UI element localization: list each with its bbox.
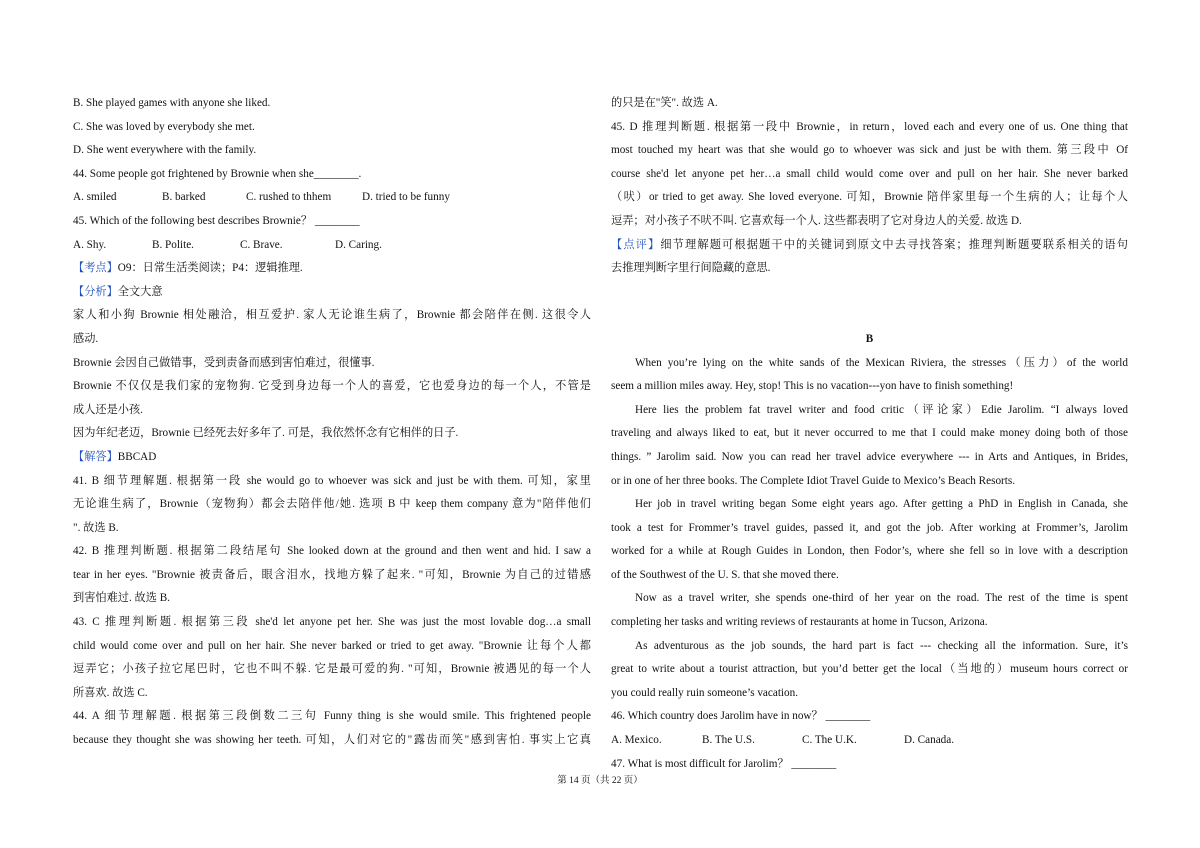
text-line [611,493,1128,517]
answer-option: D. tried to be funny [362,191,450,204]
text-line [73,658,591,682]
text-line [611,210,1128,234]
line-text: child would come over and pull on her hair. She never barked or tried to get away. "Brownie 让每个人都 [73,639,591,652]
text-line [611,658,1128,682]
text-line [611,92,1128,116]
line-text: most touched my heart was that she would go to whoever was sick and just be with them. 第三段中 Of [611,144,1128,157]
line-text: 42. B 推理判断题. 根据第二段结尾句 She looked down at the ground and then went and hid. I saw a [73,545,591,558]
text-line [73,470,591,494]
line-text: seem a million miles away. Hey, stop! This is no vacation---yon have to finish something! [611,380,1014,393]
line-text: things. ” Jarolim said. Now you can read her travel advice everywhere --- in Arts and Antiques, in Brides, [611,450,1128,463]
line-text: of the Southwest of the U. S. that she moved there. [611,568,839,581]
line-text: 44. A 细节理解题. 根据第三段倒数二三句 Funny thing is she would smile. This frightened people [73,710,591,723]
line-text: 逗弄；对小孩子不吠不叫. 它喜欢每一个人. 这些都表明了它对身边人的关爱. 故选 D. [611,214,1022,227]
text-line [611,281,1128,305]
text-line [73,682,591,706]
line-text: 46. Which country does Jarolim have in now？ ________ [611,710,871,723]
line-text: ". 故选 B. [73,521,119,534]
line-text: When you’re lying on the white sands of the Mexican Riviera, the stresses（压力）of the world [635,356,1128,369]
section-heading: B [865,332,874,345]
line-text: 的只是在"笑". 故选 A. [611,97,718,109]
line-text: Brownie 会因自己做错事，受到责备而感到害怕难过，很懂事. [73,356,375,369]
answer-option: C. Brave. [240,238,283,251]
section-tag: 【考点】 [73,262,118,275]
line-text: Her job in travel writing began Some eight years ago. After getting a PhD in English in Canada, she [635,498,1128,511]
text-line [611,517,1128,541]
line-text: you could really ruin someone’s vacation. [611,686,799,699]
line-text: 全文大意 [117,285,163,298]
answer-option: B. The U.S. [702,734,755,747]
answer-option: D. Caring. [335,238,382,251]
answer-option: A. Shy. [73,238,107,251]
text-line [73,587,591,611]
line-text: 因为年纪老迈，Brownie 已经死去好多年了. 可是，我依然怀念有它相伴的日子. [73,427,459,440]
line-text: D. She went everywhere with the family. [73,144,257,157]
line-text: great to write about a tourist attraction, but you’d better get the local（当地的）museum hours correct or [611,663,1128,676]
section-tag: 【分析】 [73,285,118,298]
text-line [73,352,591,376]
line-text: 所喜欢. 故选 C. [73,686,148,699]
answer-option: A. smiled [73,191,117,204]
text-line [73,304,591,328]
text-line [611,470,1128,494]
text-line [73,705,591,729]
right-column [611,92,1128,776]
line-text: 41. B 细节理解题. 根据第一段 she would go to whoever was sick and just be with them. 可知，家里 [73,474,591,487]
line-text: course she'd let anyone pet her…a small child would come over and pull on her hair. She never barked [611,167,1128,180]
line-text: 44. Some people got frightened by Brownie when she________. [73,167,362,180]
line-text: worked for a while at Rough Guides in London, then Fodor’s, where she fell so in love with a description [611,545,1128,558]
text-line [73,493,591,517]
line-text: traveling and always liked to eat, but it never occurred to me that I could make money doing both of those [611,427,1128,440]
line-text: because they thought she was showing her teeth. 可知，人们对它的"露齿而笑"感到害怕. 事实上它真 [73,734,591,747]
text-line [73,92,591,116]
line-text: 成人还是小孩. [73,403,143,416]
text-line [73,210,591,234]
line-text: 47. What is most difficult for Jarolim？ ________ [611,757,837,770]
section-tag: 【解答】 [73,450,118,463]
text-line [73,422,591,446]
text-line [73,517,591,541]
text-line [611,139,1128,163]
line-text: Now as a travel writer, she spends one-third of her year on the road. The rest of the time is spent [635,592,1128,605]
text-line [73,399,591,423]
text-line [611,352,1128,376]
line-text: （吠）or tried to get away. She loved everyone. 可知，Brownie 陪伴家里每一个生病的人；让每个人 [611,191,1128,204]
text-line [611,163,1128,187]
text-line [611,234,1128,258]
answer-option: C. The U.K. [802,734,857,747]
line-text: 无论谁生病了，Brownie（宠物狗）都会去陪伴他/她. 选项 B 中 keep them company 意为"陪伴他们 [73,498,591,511]
line-text: 细节理解题可根据题干中的关键词到原文中去寻找答案；推理判断题要联系相关的语句 [660,238,1128,251]
answer-option: B. Polite. [152,238,194,251]
line-text: tear in her eyes. "Brownie 被责备后，眼含泪水，找地方躲了起来. "可知，Brownie 为自己的过错感 [73,568,591,581]
text-line [611,682,1128,706]
answer-options [73,186,591,210]
text-line [73,139,591,163]
line-text: 45. D 推理判断题. 根据第一段中 Brownie，in return，loved each and every one of us. One thing that [611,120,1128,133]
section-tag: 【点评】 [611,238,661,251]
line-text: 去推理判断字里行间隐藏的意思. [611,262,771,275]
line-text: or in one of her three books. The Complete Idiot Travel Guide to Mexico’s Beach Resorts. [611,474,1016,487]
text-line [611,635,1128,659]
text-line [611,564,1128,588]
text-line [73,729,591,753]
text-line [611,422,1128,446]
line-text: Here lies the problem fat travel writer and food critic（评论家）Edie Jarolim. “I always loved [635,403,1128,416]
text-line [611,304,1128,328]
text-line [611,705,1128,729]
line-text: 43. C 推理判断题. 根据第三段 she'd let anyone pet her. She was just the most lovable dog…a small [73,616,591,629]
text-line [73,163,591,187]
line-text: 家人和小狗 Brownie 相处融洽，相互爱护. 家人无论谁生病了，Brownie 都会陪伴在侧. 这很令人 [73,309,591,322]
page-footer: 第 14 页（共 22 页） [557,776,643,786]
line-text: 感动. [73,332,99,345]
text-line [73,611,591,635]
line-text: 到害怕难过. 故选 B. [73,592,170,605]
answer-option: B. barked [162,191,206,204]
text-line [73,564,591,588]
text-line [73,257,591,281]
text-line [73,446,591,470]
text-line [73,375,591,399]
text-line [611,611,1128,635]
answer-options [73,234,591,258]
text-line [73,328,591,352]
answer-option: D. Canada. [904,734,955,747]
text-line [611,186,1128,210]
answer-option: C. rushed to thhem [246,191,332,204]
line-text: C. She was loved by everybody she met. [73,120,255,133]
text-line [611,375,1128,399]
line-text: BBCAD [117,450,157,463]
line-text: took a test for Frommer’s travel guides, passed it, and got the job. After working at Frommer’s, Jarolim [611,521,1128,534]
text-line [73,281,591,305]
text-line [611,587,1128,611]
line-text: As adventurous as the job sounds, the hard part is fact --- checking all the information. Sure, it’s [635,639,1128,652]
text-line [611,116,1128,140]
text-line [73,116,591,140]
text-line [611,446,1128,470]
text-line [611,540,1128,564]
line-text: Brownie 不仅仅是我们家的宠物狗. 它受到身边每一个人的喜爱，它也爱身边的每一个人，不管是 [73,380,591,393]
line-text: B. She played games with anyone she liked. [73,97,271,109]
answer-option: A. Mexico. [611,734,662,747]
line-text: 45. Which of the following best describes Brownie？ ________ [73,214,360,227]
line-text: O9：日常生活类阅读；P4：逻辑推理. [117,262,303,275]
text-line [73,635,591,659]
text-line [611,753,1128,777]
left-column [73,92,591,753]
line-text: 逗弄它；小孩子拉它尾巴时，它也不叫不躲. 它是最可爱的狗. "可知，Brownie 被遇见的每一个人 [73,663,591,676]
text-line [611,399,1128,423]
line-text: completing her tasks and writing reviews of restaurants at home in Tucson, Arizona. [611,616,988,629]
text-line [73,540,591,564]
answer-options [611,729,1128,753]
text-line [611,257,1128,281]
